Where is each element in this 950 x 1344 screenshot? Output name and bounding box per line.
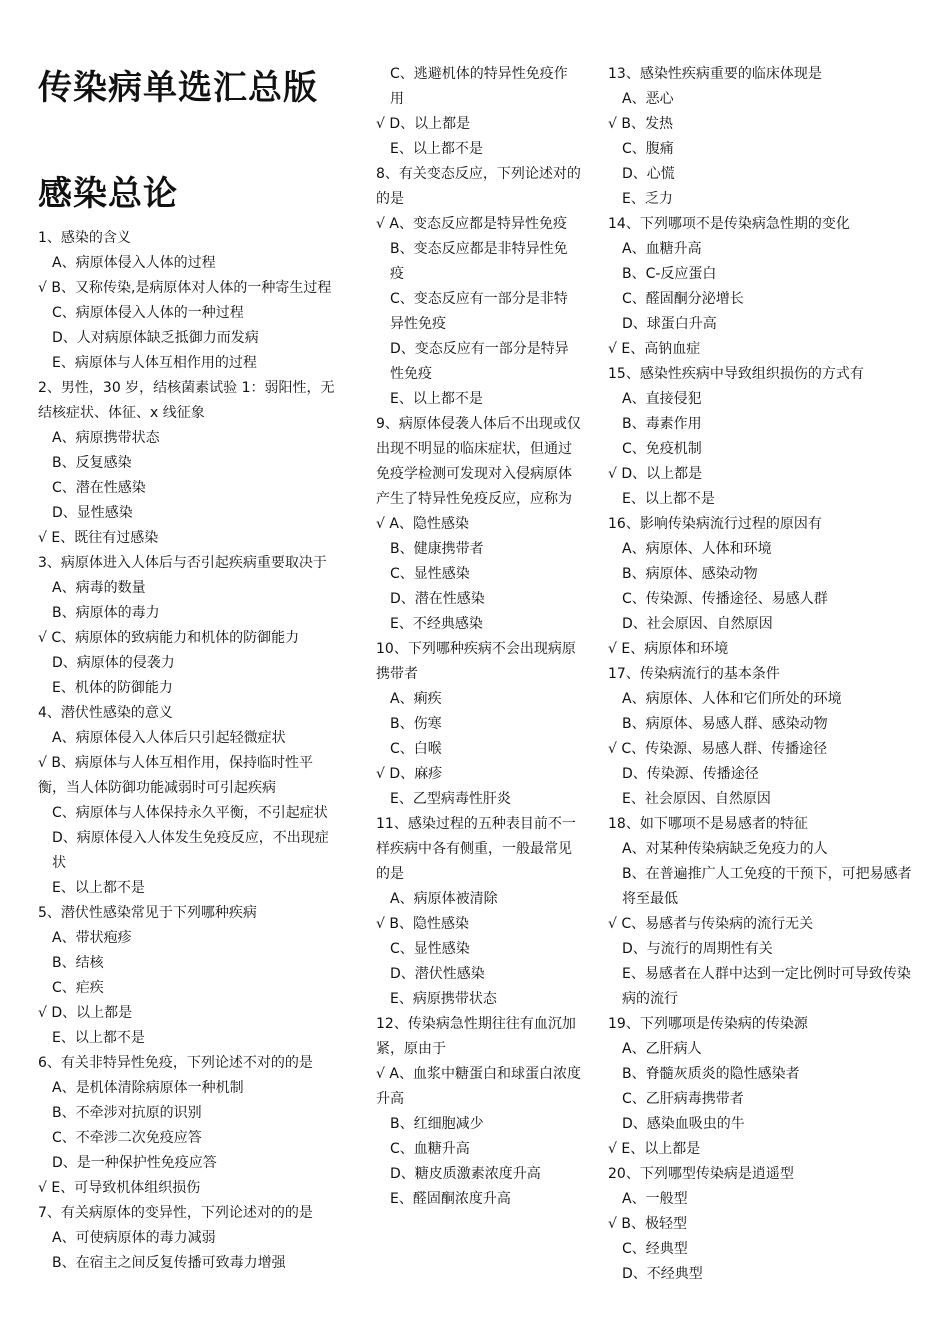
option-line: E、以上都不是 (52, 880, 145, 896)
option-line: B、脊髓灰质炎的隐性感染者 (622, 1066, 800, 1082)
option-line: B、病原体、易感人群、感染动物 (622, 716, 828, 732)
option-line: A、一般型 (622, 1191, 688, 1207)
question-line: 3、病原体进入人体后与否引起疾病重要取决于 (38, 555, 327, 571)
question-line: 11、感染过程的五种表目前不一样疾病中各有侧重，一般最常见的是 (376, 816, 576, 882)
option-line: A、病原体、人体和它们所处的环境 (622, 691, 842, 707)
option-line: D、潜伏性感染 (390, 966, 485, 982)
answer-option-line: √ E、以上都是 (608, 1141, 701, 1157)
option-line: C、经典型 (622, 1241, 688, 1257)
option-line: C、疟疾 (52, 980, 104, 996)
option-line: B、伤寒 (390, 716, 442, 732)
answer-option-line: √ B、隐性感染 (376, 916, 469, 932)
option-line: A、乙肝病人 (622, 1041, 702, 1057)
option-line: D、与流行的周期性有关 (622, 941, 773, 957)
option-line: E、醛固酮浓度升高 (390, 1191, 511, 1207)
option-line: A、血糖升高 (622, 241, 702, 257)
answer-option-line: √ C、易感者与传染病的流行无关 (608, 916, 814, 932)
option-line: E、不经典感染 (390, 616, 483, 632)
option-line: B、在宿主之间反复传播可致毒力增强 (52, 1255, 286, 1271)
answer-option-line: √ C、传染源、易感人群、传播途径 (608, 741, 828, 757)
answer-option-line: √ A、隐性感染 (376, 516, 469, 532)
answer-option-line: √ E、病原体和环境 (608, 641, 729, 657)
option-line: E、乏力 (622, 191, 673, 207)
option-line: E、以上都不是 (390, 391, 483, 407)
option-line: E、乙型病毒性肝炎 (390, 791, 511, 807)
option-line: B、在普遍推广人工免疫的干预下，可把易感者将至最低 (622, 866, 912, 907)
option-line: C、腹痛 (622, 141, 674, 157)
option-line: A、病原携带状态 (52, 430, 160, 446)
option-line: C、变态反应有一部分是非特异性免疫 (390, 291, 568, 332)
answer-option-line: √ B、极轻型 (608, 1216, 687, 1232)
option-line: E、机体的防御能力 (52, 680, 173, 696)
option-line: E、病原携带状态 (390, 991, 497, 1007)
option-line: C、显性感染 (390, 566, 470, 582)
option-line: C、病原体与人体保持永久平衡，不引起症状 (52, 805, 328, 821)
column-2 (376, 62, 581, 1212)
answer-option-line: √ A、变态反应都是特异性免疫 (376, 216, 567, 232)
question-line: 20、下列哪型传染病是逍遥型 (608, 1166, 794, 1182)
option-line: A、带状疱疹 (52, 930, 132, 946)
question-line: 10、下列哪种疾病不会出现病原携带者 (376, 641, 576, 682)
option-line: D、传染源、传播途径 (622, 766, 759, 782)
option-line: C、白喉 (390, 741, 442, 757)
option-line: E、以上都不是 (622, 491, 715, 507)
option-line: A、病原体侵入人体后只引起轻微症状 (52, 730, 286, 746)
option-line: A、恶心 (622, 91, 674, 107)
option-line: B、病原体、感染动物 (622, 566, 758, 582)
question-line: 8、有关变态反应，下列论述对的的是 (376, 166, 581, 207)
option-line: A、病原体侵入人体的过程 (52, 255, 216, 271)
answer-option-line: √ B、病原体与人体互相作用，保持临时性平衡，当人体防御功能减弱时可引起疾病 (38, 755, 313, 796)
question-line: 6、有关非特异性免疫，下列论述不对的的是 (38, 1055, 313, 1071)
column-1 (38, 60, 338, 1276)
option-line: D、社会原因、自然原因 (622, 616, 773, 632)
answer-option-line: √ E、高钠血症 (608, 341, 701, 357)
option-line: B、红细胞减少 (390, 1116, 484, 1132)
question-line: 14、下列哪项不是传染病急性期的变化 (608, 216, 850, 232)
option-line: E、以上都不是 (52, 1030, 145, 1046)
option-line: D、显性感染 (52, 505, 133, 521)
answer-option-line: √ C、病原体的致病能力和机体的防御能力 (38, 630, 300, 646)
option-line: D、变态反应有一部分是特异性免疫 (390, 341, 569, 382)
question-line: 15、感染性疾病中导致组织损伤的方式有 (608, 366, 864, 382)
option-line: E、社会原因、自然原因 (622, 791, 771, 807)
column-3-body (608, 62, 913, 1287)
option-line: E、病原体与人体互相作用的过程 (52, 355, 257, 371)
answer-option-line: √ B、发热 (608, 116, 673, 132)
question-line: 17、传染病流行的基本条件 (608, 666, 780, 682)
option-line: D、球蛋白升高 (622, 316, 717, 332)
option-line: A、病原体、人体和环境 (622, 541, 772, 557)
question-line: 2、男性，30 岁，结核菌素试验 1：弱阳性，无结核症状、体征、x 线征象 (38, 380, 335, 421)
option-line: D、病原体侵入人体发生免疫反应，不出现症状 (52, 830, 329, 871)
question-line: 4、潜伏性感染的意义 (38, 705, 173, 721)
option-line: B、C-反应蛋白 (622, 266, 717, 282)
option-line: B、结核 (52, 955, 104, 971)
question-line: 12、传染病急性期往往有血沉加紧，原由于 (376, 1016, 576, 1057)
option-line: B、变态反应都是非特异性免疫 (390, 241, 568, 282)
answer-option-line: √ D、以上都是 (608, 466, 703, 482)
column-1-body (38, 226, 338, 1276)
option-line: D、糖皮质激素浓度升高 (390, 1166, 541, 1182)
option-line: D、不经典型 (622, 1266, 703, 1282)
option-line: C、血糖升高 (390, 1141, 470, 1157)
option-line: C、潜在性感染 (52, 480, 146, 496)
option-line: C、不牵涉二次免疫应答 (52, 1130, 202, 1146)
answer-option-line: √ D、以上都是 (38, 1005, 133, 1021)
document-title: 传染病单选汇总版 (38, 68, 318, 108)
option-line: B、反复感染 (52, 455, 132, 471)
option-line: D、心慌 (622, 166, 675, 182)
column-2-body (376, 62, 581, 1212)
section-title: 感染总论 (38, 174, 178, 214)
option-line: B、病原体的毒力 (52, 605, 160, 621)
question-line: 18、如下哪项不是易感者的特征 (608, 816, 808, 832)
option-line: C、显性感染 (390, 941, 470, 957)
option-line: D、病原体的侵袭力 (52, 655, 175, 671)
question-line: 9、病原体侵袭人体后不出现或仅出现不明显的临床症状，但通过免疫学检测可发现对入侵病原体产生了特异性免疫反应，应称为 (376, 416, 581, 507)
option-line: B、毒素作用 (622, 416, 702, 432)
option-line: A、直接侵犯 (622, 391, 702, 407)
answer-option-line: √ E、可导致机体组织损伤 (38, 1180, 201, 1196)
option-line: D、人对病原体缺乏抵御力而发病 (52, 330, 259, 346)
answer-option-line: √ E、既往有过感染 (38, 530, 159, 546)
option-line: C、传染源、传播途径、易感人群 (622, 591, 828, 607)
option-line: C、逃避机体的特异性免疫作用 (390, 66, 568, 107)
option-line: A、痢疾 (390, 691, 442, 707)
option-line: E、以上都不是 (390, 141, 483, 157)
option-line: A、病毒的数量 (52, 580, 146, 596)
option-line: C、醛固酮分泌增长 (622, 291, 744, 307)
answer-option-line: √ D、麻疹 (376, 766, 443, 782)
option-line: D、是一种保护性免疫应答 (52, 1155, 217, 1171)
answer-option-line: √ A、血浆中糖蛋白和球蛋白浓度升高 (376, 1066, 581, 1107)
option-line: A、是机体清除病原体一种机制 (52, 1080, 244, 1096)
column-3 (608, 62, 913, 1287)
option-line: C、免疫机制 (622, 441, 702, 457)
question-line: 7、有关病原体的变异性，下列论述对的的是 (38, 1205, 313, 1221)
option-line: B、不牵涉对抗原的识别 (52, 1105, 202, 1121)
option-line: A、可使病原体的毒力减弱 (52, 1230, 216, 1246)
question-line: 5、潜伏性感染常见于下列哪种疾病 (38, 905, 257, 921)
option-line: E、易感者在人群中达到一定比例时可导致传染病的流行 (622, 966, 911, 1007)
option-line: D、潜在性感染 (390, 591, 485, 607)
question-line: 16、影响传染病流行过程的原因有 (608, 516, 822, 532)
option-line: D、感染血吸虫的牛 (622, 1116, 745, 1132)
question-line: 13、感染性疾病重要的临床体现是 (608, 66, 822, 82)
option-line: B、健康携带者 (390, 541, 484, 557)
question-line: 1、感染的含义 (38, 230, 131, 246)
option-line: A、对某种传染病缺乏免疫力的人 (622, 841, 828, 857)
option-line: C、乙肝病毒携带者 (622, 1091, 744, 1107)
question-line: 19、下列哪项是传染病的传染源 (608, 1016, 808, 1032)
answer-option-line: √ B、又称传染,是病原体对人体的一种寄生过程 (38, 280, 332, 296)
option-line: A、病原体被清除 (390, 891, 498, 907)
answer-option-line: √ D、以上都是 (376, 116, 471, 132)
option-line: C、病原体侵入人体的一种过程 (52, 305, 244, 321)
